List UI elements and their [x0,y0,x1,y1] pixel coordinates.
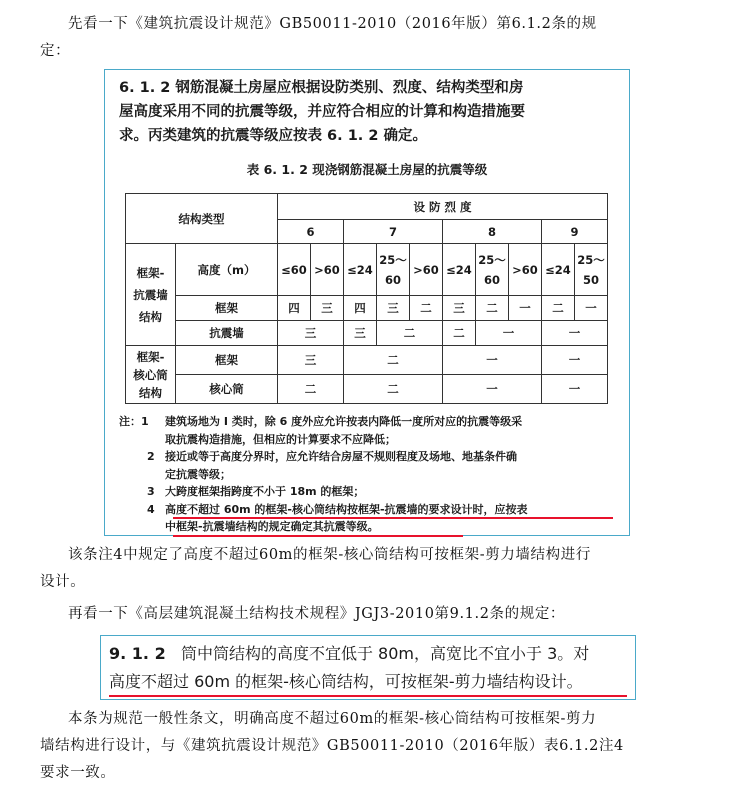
h9a: ≤24 [542,244,575,296]
note-2 [119,448,619,466]
clause-912-number: 9. 1. 2 [109,644,166,663]
note-4-number: 4 [147,502,155,516]
note-4-cont [119,518,619,536]
note-2-line-1: 接近或等于高度分界时，应允许结合房屋不规则程度及场地、地基条件确 [165,450,517,463]
conclusion-line-3: 要求一致。 [40,765,116,781]
fc-frame-label: 框架 [176,346,278,375]
grade-cell: 二 [410,296,443,321]
grade-cell: 一 [542,375,608,404]
h6b: >60 [311,244,344,296]
grade-cell: 三 [443,296,476,321]
clause-612-line-2: 屋高度采用不同的抗震等级，并应符合相应的计算和构造措施要 [119,104,525,120]
grade-cell: 三 [278,346,344,375]
intro2-paragraph [40,601,710,628]
seismic-grade-table [125,193,608,404]
note-3-number: 3 [147,485,155,498]
note-3-line: 大跨度框架指跨度不小于 18m 的框架； [165,485,365,498]
grade-cell: 三 [377,296,410,321]
note-1-line-2: 取抗震构造措施，但相应的计算要求不应降低； [165,432,396,446]
conclusion-line-2: 墙结构进行设计，与《建筑抗震设计规范》GB50011-2010（2016年版）表6.1.2注4 [40,738,624,754]
note-indent [119,518,165,536]
intro-line-2: 定： [40,43,71,59]
clause-912-line-1: 筒中筒结构的高度不宜低于 80m，高宽比不宜小于 3。对 [180,644,590,663]
clause-912-text [109,640,629,696]
table-caption: 表 6. 1. 2 现浇钢筋混凝土房屋的抗震等级 [246,162,488,177]
grade-cell: 一 [575,296,608,321]
grade-cell: 二 [278,375,344,404]
grade-cell: 一 [542,346,608,375]
note-1 [119,413,619,431]
conclusion-line-1: 本条为规范一般性条文，明确高度不超过60m的框架-核心筒结构可按框架-剪力 [68,711,597,727]
clause-912-scan [100,635,636,700]
grade-cell: 三 [278,321,344,346]
frame-label: 框架 [176,296,278,321]
note-4-underline-2 [173,535,463,537]
row-frame-core: 框架- 核心筒 结构 [126,346,176,404]
grade-cell: 二 [344,375,443,404]
note-1-cont [119,431,619,449]
grade-cell: 二 [344,346,443,375]
note-4-line-1: 高度不超过 60m 的框架-核心筒结构按框架-抗震墙的要求设计时，应按表 [165,502,528,516]
intro-paragraph [40,11,710,65]
row-frame-wall: 框架- 抗震墙 结构 [126,244,176,346]
note-2-number: 2 [147,450,155,463]
core-label: 核心筒 [176,375,278,404]
grade-cell: 一 [476,321,542,346]
clause-612-line-1: 6. 1. 2 钢筋混凝土房屋应根据设防类别、烈度、结构类型和房 [119,80,524,96]
note-2-line-2: 定抗震等级； [165,467,231,481]
note-4-underline-1 [173,517,613,519]
note-4 [119,501,619,519]
note-3 [119,483,619,501]
h8b: 25～ 60 [476,244,509,296]
grade-cell: 一 [443,346,542,375]
note-2-cont [119,466,619,484]
note-1-line-1: 建筑场地为 I 类时，除 6 度外应允许按表内降低一度所对应的抗震等级采 [165,415,523,428]
height-label: 高度（m） [176,244,278,296]
header-structure-type: 结构类型 [126,194,278,244]
clause-912-line-2: 高度不超过 60m 的框架-核心筒结构，可按框架-剪力墙结构设计。 [109,672,583,691]
grade-cell: 四 [278,296,311,321]
clause-612-text [119,76,619,148]
clause-912-underline [109,695,627,697]
h7c: >60 [410,244,443,296]
wall-label: 抗震墙 [176,321,278,346]
header-intensity: 设 防 烈 度 [278,194,608,220]
explain-paragraph [40,542,710,596]
grade-cell: 二 [476,296,509,321]
h9b: 25～ 50 [575,244,608,296]
clause-612-line-3: 求。丙类建筑的抗震等级应按表 6. 1. 2 确定。 [119,128,427,144]
grade-cell: 二 [443,321,476,346]
h8c: >60 [509,244,542,296]
explain-line-2: 设计。 [40,574,86,590]
header-int-6: 6 [278,220,344,244]
intro-line-1: 先看一下《建筑抗震设计规范》GB50011-2010（2016年版）第6.1.2条的规 [68,16,597,32]
notes-label: 注：1 [119,415,149,428]
intro2-line: 再看一下《高层建筑混凝土结构技术规程》JGJ3-2010第9.1.2条的规定： [68,606,566,622]
grade-cell: 一 [542,321,608,346]
note-indent [119,466,165,484]
clause-612-scan [104,69,630,536]
h8a: ≤24 [443,244,476,296]
header-int-9: 9 [542,220,608,244]
grade-cell: 四 [344,296,377,321]
header-int-7: 7 [344,220,443,244]
h7b: 25～ 60 [377,244,410,296]
h6a: ≤60 [278,244,311,296]
conclusion-paragraph [40,706,710,787]
note-indent [119,431,165,449]
explain-line-1: 该条注4中规定了高度不超过60m的框架-核心筒结构可按框架-剪力墙结构进行 [68,547,591,563]
grade-cell: 一 [443,375,542,404]
h7a: ≤24 [344,244,377,296]
note-4-line-2: 中框架-抗震墙结构的规定确定其抗震等级。 [165,520,379,533]
header-int-8: 8 [443,220,542,244]
grade-cell: 二 [542,296,575,321]
grade-cell: 二 [377,321,443,346]
grade-cell: 一 [509,296,542,321]
grade-cell: 三 [344,321,377,346]
grade-cell: 三 [311,296,344,321]
